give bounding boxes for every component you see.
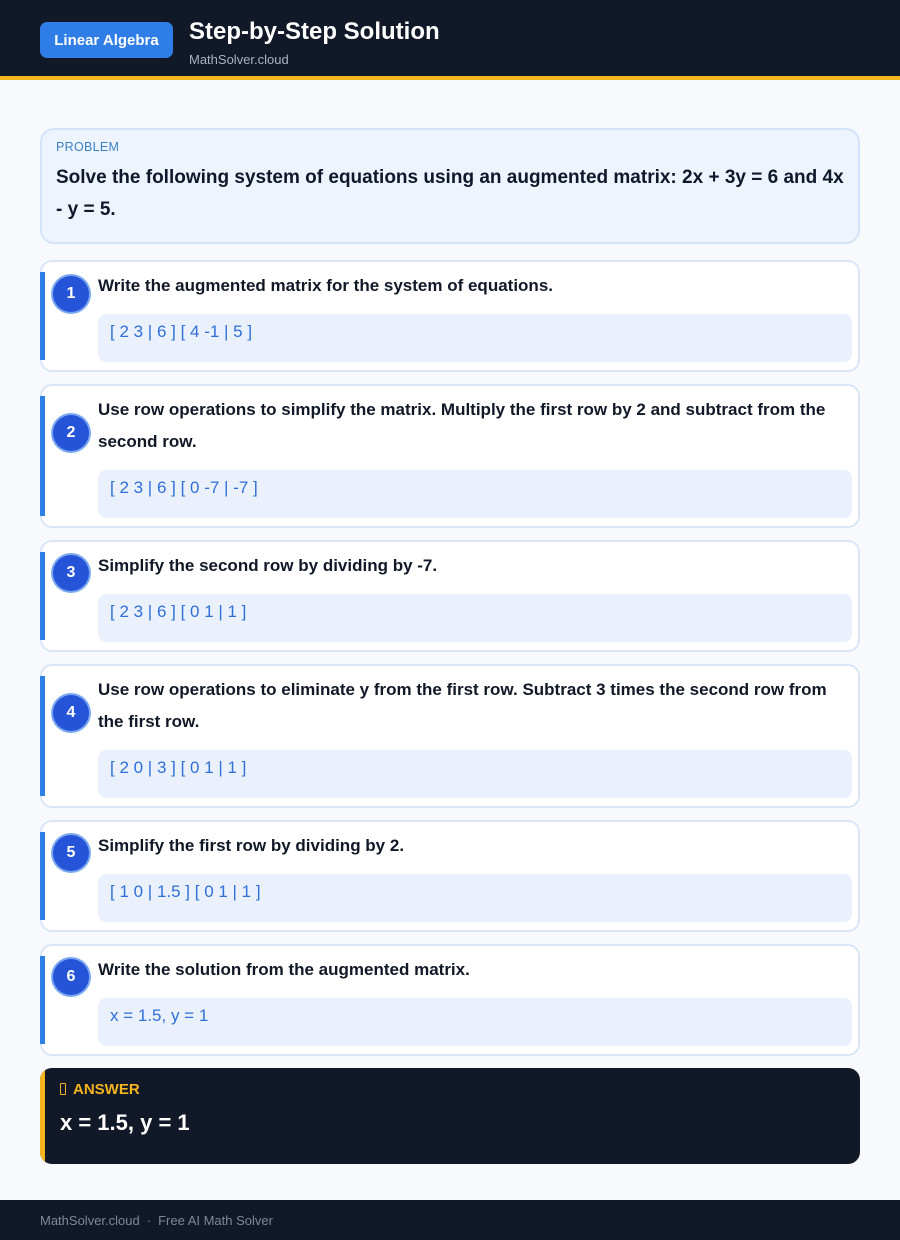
step-number: 2: [53, 415, 89, 451]
topic-badge[interactable]: Linear Algebra: [40, 22, 173, 58]
answer-label: ANSWER: [73, 1080, 140, 1098]
site-name: MathSolver.cloud: [189, 52, 289, 67]
step-card: [40, 260, 860, 372]
page-header: [0, 0, 900, 80]
step-card: [40, 820, 860, 932]
step-text: Simplify the second row by dividing by -7.: [98, 556, 438, 575]
step-math: [ 2 3 | 6 ] [ 4 -1 | 5 ]: [98, 314, 852, 362]
step-math: [ 1 0 | 1.5 ] [ 0 1 | 1 ]: [98, 874, 852, 922]
bookmark-icon: [60, 1083, 66, 1095]
step-card: [40, 664, 860, 808]
step-number: 6: [53, 959, 89, 995]
answer-card: [40, 1068, 860, 1164]
step-number: 3: [53, 555, 89, 591]
answer-accent-bar: [40, 1068, 45, 1164]
answer-label-row: [60, 1080, 140, 1098]
step-text: Write the solution from the augmented matrix.: [98, 960, 470, 979]
step-text: Use row operations to simplify the matrix. Multiply the first row by 2 and subtract from the second row.: [98, 400, 826, 451]
step-accent-bar: [40, 832, 45, 920]
problem-text: Solve the following system of equations using an augmented matrix: 2x + 3y = 6 and 4x - y = 5.: [56, 167, 844, 220]
step-card: [40, 540, 860, 652]
step-number: 4: [53, 695, 89, 731]
step-accent-bar: [40, 956, 45, 1044]
footer-tagline: Free AI Math Solver: [158, 1212, 273, 1228]
step-text: Write the augmented matrix for the system of equations.: [98, 276, 553, 295]
step-number: 5: [53, 835, 89, 871]
step-math: [ 2 0 | 3 ] [ 0 1 | 1 ]: [98, 750, 852, 798]
footer-site-link[interactable]: MathSolver.cloud: [40, 1212, 140, 1228]
step-accent-bar: [40, 272, 45, 360]
page-footer: [0, 1200, 900, 1240]
step-card: [40, 384, 860, 528]
step-math: [ 2 3 | 6 ] [ 0 1 | 1 ]: [98, 594, 852, 642]
page-title: Step-by-Step Solution: [189, 18, 440, 45]
step-math: x = 1.5, y = 1: [98, 998, 852, 1046]
problem-card: [40, 128, 860, 244]
step-accent-bar: [40, 552, 45, 640]
footer-separator: ·: [146, 1212, 152, 1228]
step-text: Use row operations to eliminate y from the first row. Subtract 3 times the second row from the first row.: [98, 680, 827, 731]
step-accent-bar: [40, 676, 45, 796]
answer-value: x = 1.5, y = 1: [60, 1110, 190, 1135]
step-number: 1: [53, 276, 89, 312]
step-accent-bar: [40, 396, 45, 516]
problem-label: PROBLEM: [56, 140, 120, 154]
step-card: [40, 944, 860, 1056]
step-text: Simplify the first row by dividing by 2.: [98, 836, 405, 855]
step-math: [ 2 3 | 6 ] [ 0 -7 | -7 ]: [98, 470, 852, 518]
